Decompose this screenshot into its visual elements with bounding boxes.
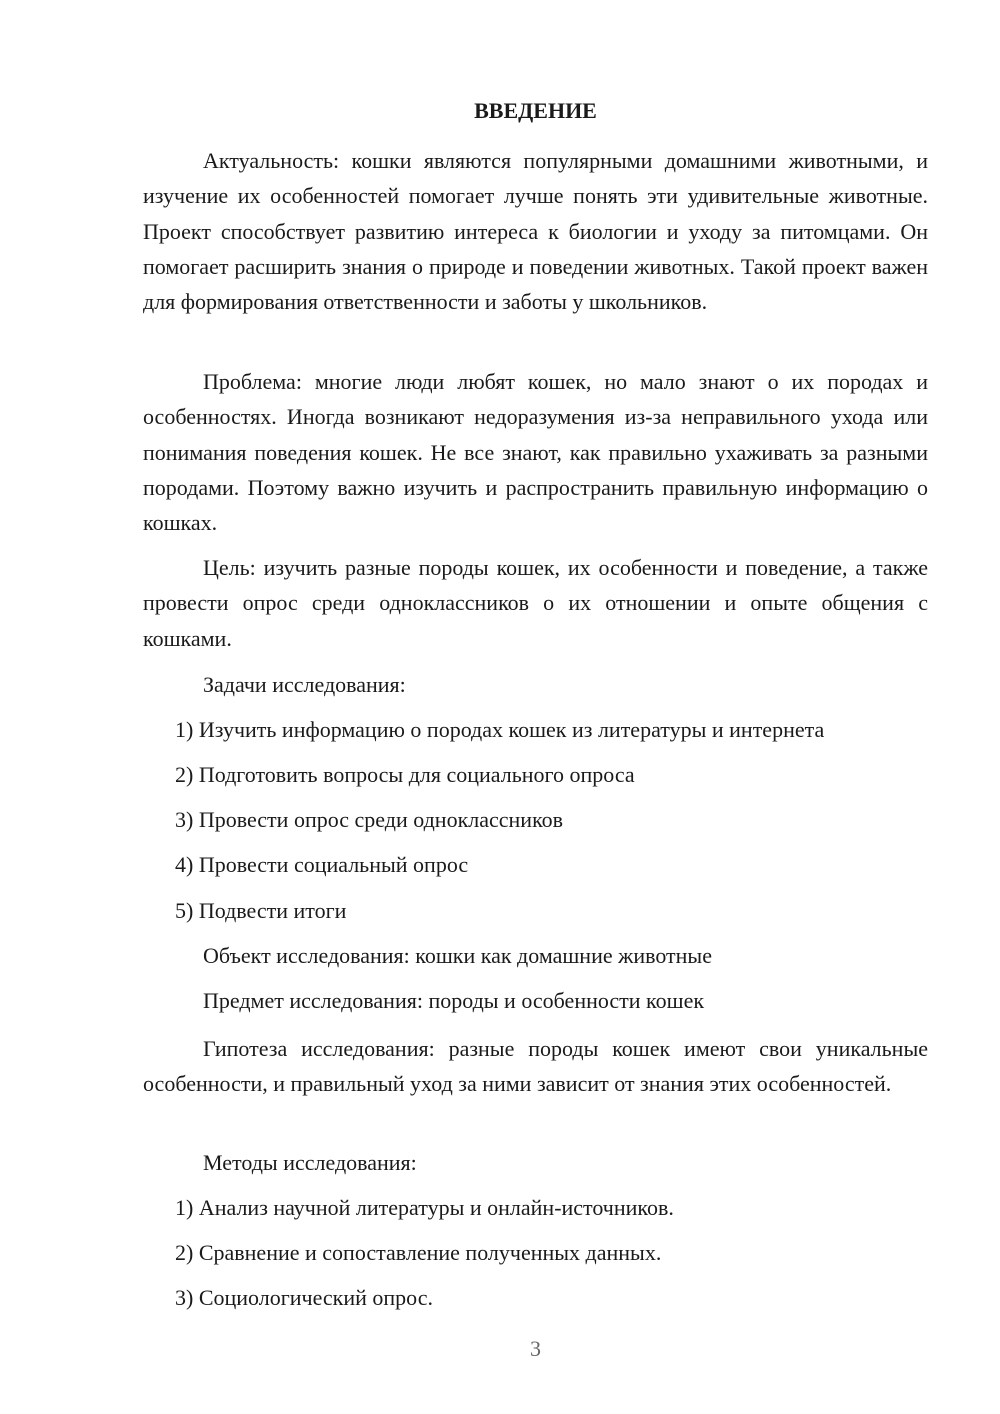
method-item: 2) Сравнение и сопоставление полученных данных. xyxy=(175,1240,662,1265)
methods-heading: Методы исследования: xyxy=(203,1150,417,1175)
task-item: 2) Подготовить вопросы для социального опроса xyxy=(175,762,635,787)
method-item: 3) Социологический опрос. xyxy=(175,1285,433,1310)
page-number: 3 xyxy=(530,1336,541,1361)
research-object: Объект исследования: кошки как домашние животные xyxy=(203,943,712,968)
goal-paragraph: Цель: изучить разные породы кошек, их особенности и поведение, а также провести опрос среди одноклассников о их отношении и опыте общения с кошками. xyxy=(143,555,928,651)
section-title: ВВЕДЕНИЕ xyxy=(474,98,597,123)
document-page xyxy=(143,0,928,1414)
research-subject: Предмет исследования: породы и особенности кошек xyxy=(203,988,705,1013)
relevance-paragraph: Актуальность: кошки являются популярными домашними животными, и изучение их особенностей помогает лучше понять эти удивительные животные. Проект способствует развитию интереса к биологии и уходу за питомцами. Он помогает расширить знания о природе и поведении животных. Такой проект важен для формирования ответственности и заботы у школьников. xyxy=(143,148,928,315)
tasks-heading: Задачи исследования: xyxy=(203,672,406,697)
task-item: 1) Изучить информацию о породах кошек из литературы и интернета xyxy=(175,717,825,742)
task-item: 5) Подвести итоги xyxy=(175,898,347,923)
problem-paragraph: Проблема: многие люди любят кошек, но мало знают о их породах и особенностях. Иногда возникают недоразумения из-за неправильного ухода или понимания поведения кошек. Не все знают, как правильно ухаживать за разными породами. Поэтому важно изучить и распространить правильную информацию о кошках. xyxy=(143,369,928,536)
task-item: 3) Провести опрос среди одноклассников xyxy=(175,807,564,832)
method-item: 1) Анализ научной литературы и онлайн-источников. xyxy=(175,1195,674,1220)
task-item: 4) Провести социальный опрос xyxy=(175,852,469,877)
hypothesis-paragraph: Гипотеза исследования: разные породы кошек имеют свои уникальные особенности, и правильный уход за ними зависит от знания этих особенностей. xyxy=(143,1036,928,1097)
